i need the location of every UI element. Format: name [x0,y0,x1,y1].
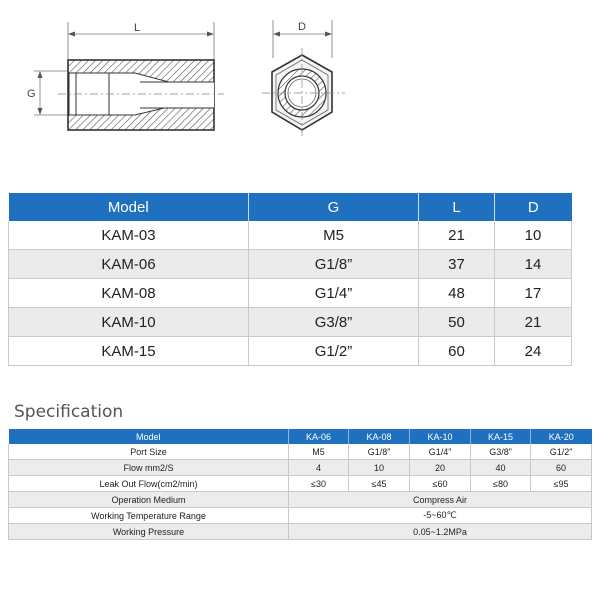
table-row [9,308,572,337]
model-cell: KAM-06 [9,250,249,279]
header-cell: KA-06 [289,429,349,444]
spec-value-cell: G1/2” [531,444,592,460]
table-row [9,508,592,524]
d-cell: 17 [495,279,572,308]
l-cell: 60 [419,337,495,366]
spec-value-cell: 40 [471,460,531,476]
spec-label-cell: Leak Out Flow(cm2/min) [9,476,289,492]
spec-value-cell: -5~60℃ [289,508,592,524]
header-cell: Model [9,193,249,221]
specification-table-header [9,429,592,444]
spec-value-cell: 10 [349,460,410,476]
specification-title: Specification [14,402,124,422]
table-row [9,337,572,366]
model-cell: KAM-03 [9,221,249,250]
table-row [9,492,592,508]
spec-label-cell: Operation Medium [9,492,289,508]
dim-g-label: G [27,88,36,100]
spec-value-cell: G1/8” [349,444,410,460]
spec-label-cell: Working Pressure [9,524,289,540]
dimension-d-annotation [273,20,332,58]
header-cell: L [419,193,495,221]
end-view [262,48,345,138]
d-cell: 10 [495,221,572,250]
d-cell: 24 [495,337,572,366]
header-cell: KA-10 [410,429,471,444]
table-row [9,524,592,540]
l-cell: 48 [419,279,495,308]
g-cell: G1/8” [249,250,419,279]
g-cell: G1/4” [249,279,419,308]
dimension-table [8,193,572,366]
model-cell: KAM-10 [9,308,249,337]
spec-value-cell: G3/8” [471,444,531,460]
d-cell: 21 [495,308,572,337]
spec-value-cell: Compress Air [289,492,592,508]
g-cell: G1/2” [249,337,419,366]
dimension-g-annotation [27,71,70,115]
table-row [9,250,572,279]
specification-table [8,429,592,540]
spec-value-cell: 0.05~1.2MPa [289,524,592,540]
header-cell: KA-08 [349,429,410,444]
spec-value-cell: M5 [289,444,349,460]
header-cell: D [495,193,572,221]
dim-d-label: D [298,21,306,33]
table-row [9,444,592,460]
l-cell: 21 [419,221,495,250]
header-cell: KA-15 [471,429,531,444]
spec-value-cell: ≤95 [531,476,592,492]
spec-value-cell: ≤80 [471,476,531,492]
table-row [9,460,592,476]
spec-label-cell: Port Size [9,444,289,460]
g-cell: G3/8” [249,308,419,337]
spec-value-cell: 60 [531,460,592,476]
header-cell: Model [9,429,289,444]
table-row [9,476,592,492]
d-cell: 14 [495,250,572,279]
spec-value-cell: ≤30 [289,476,349,492]
l-cell: 50 [419,308,495,337]
dimension-table-header [9,193,572,221]
side-view [58,60,224,130]
model-cell: KAM-15 [9,337,249,366]
model-cell: KAM-08 [9,279,249,308]
dimension-l-annotation [68,22,214,60]
spec-value-cell: 4 [289,460,349,476]
spec-value-cell: 20 [410,460,471,476]
table-row [9,279,572,308]
spec-value-cell: G1/4” [410,444,471,460]
header-cell: KA-20 [531,429,592,444]
spec-value-cell: ≤60 [410,476,471,492]
spec-value-cell: ≤45 [349,476,410,492]
dim-l-label: L [134,22,141,34]
g-cell: M5 [249,221,419,250]
spec-label-cell: Working Temperature Range [9,508,289,524]
spec-label-cell: Flow mm2/S [9,460,289,476]
l-cell: 37 [419,250,495,279]
table-row [9,221,572,250]
technical-drawing [0,0,600,180]
header-cell: G [249,193,419,221]
